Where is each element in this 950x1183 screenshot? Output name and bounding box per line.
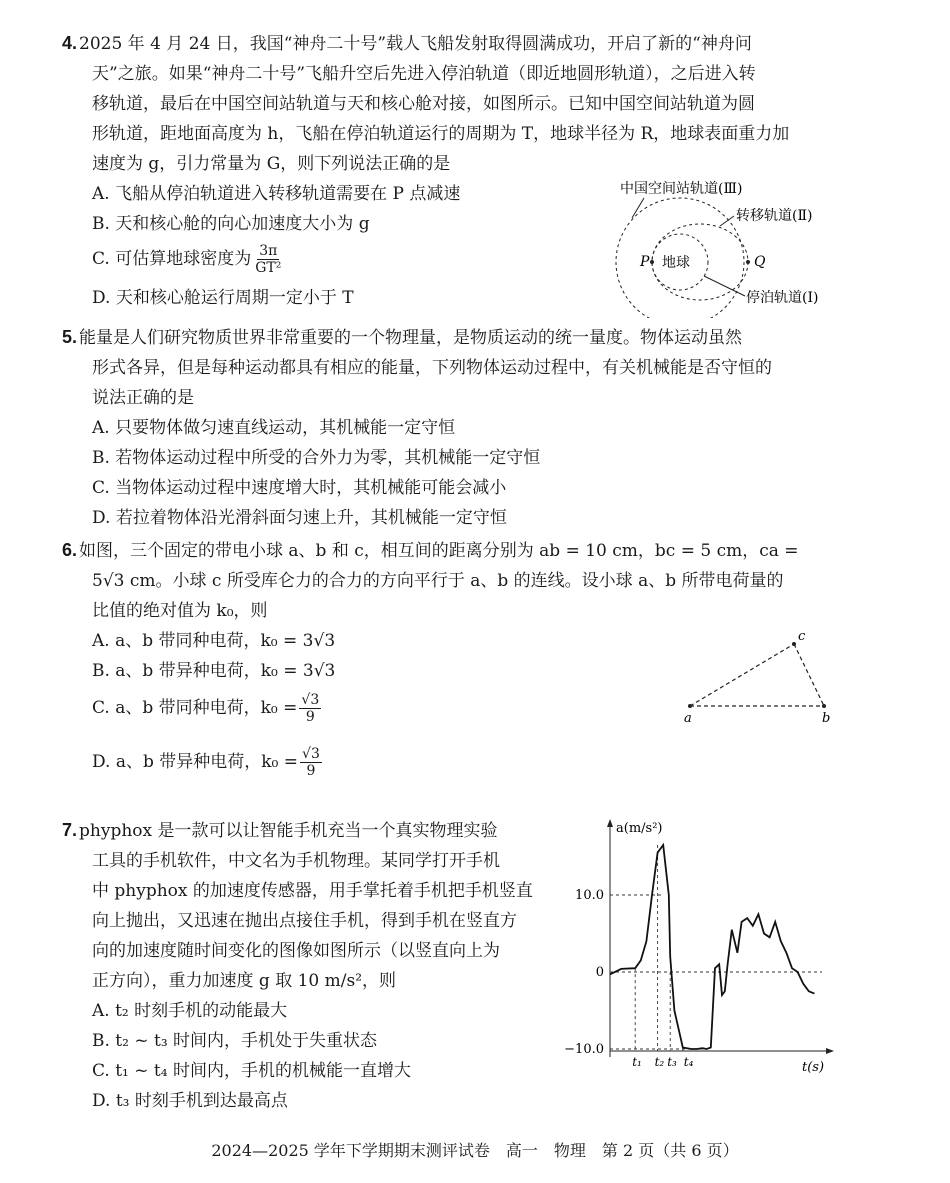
acceleration-chart xyxy=(560,815,840,1080)
label-transfer-orbit: 转移轨道(Ⅱ) xyxy=(736,208,813,224)
q7-option-d: D. t₃ 时刻手机到达最高点 xyxy=(92,1091,288,1111)
q7-option-a: A. t₂ 时刻手机的动能最大 xyxy=(92,1001,288,1021)
q7-line-5: 向的加速度随时间变化的图像如图所示（以竖直向上为 xyxy=(92,941,500,961)
label-earth: 地球 xyxy=(662,255,690,271)
q7-number: 7. xyxy=(62,820,78,840)
q6-option-b: B. a、b 带异种电荷，k₀ = 3√3 xyxy=(92,661,336,681)
label-a: a xyxy=(684,711,692,726)
label-station-orbit: 中国空间站轨道(Ⅲ) xyxy=(620,181,743,197)
q4-option-c-fraction: $\frac{3\pi}{\text{GT²}}$ xyxy=(255,243,282,276)
y-tick-label: 0 xyxy=(595,965,604,980)
side-bc xyxy=(794,644,824,706)
q4-option-a: A. 飞船从停泊轨道进入转移轨道需要在 P 点减速 xyxy=(92,184,461,204)
q6-option-d-fraction: $\frac{√3}{9}$ xyxy=(302,746,320,779)
q5-option-d: D. 若拉着物体沿光滑斜面匀速上升，其机械能一定守恒 xyxy=(92,508,507,528)
page-footer: 2024—2025 学年下学期期末测评试卷 高一 物理 第 2 页（共 6 页） xyxy=(211,1141,739,1160)
q4-option-c: C. 可估算地球密度为 $\frac{3\pi}{\text{GT²}}$ xyxy=(92,243,282,276)
q6-option-c-fraction: $\frac{√3}{9}$ xyxy=(301,692,320,725)
y-axis-label: a(m/s²) xyxy=(616,821,663,836)
acceleration-curve xyxy=(610,845,814,1049)
y-tick-label: 10.0 xyxy=(575,888,604,903)
triangle-diagram xyxy=(676,626,836,726)
q6-option-d: D. a、b 带异种电荷，k₀ = $\frac{√3}{9}$ xyxy=(92,746,320,779)
q6-line-2: 5√3 cm。小球 c 所受库仑力的合力的方向平行于 a、b 的连线。设小球 a、b 所带电荷量的 xyxy=(92,571,784,591)
q7-line-4: 向上抛出，又迅速在抛出点接住手机，得到手机在竖直方 xyxy=(92,911,517,931)
x-marker-t2: t₂ xyxy=(654,1055,665,1069)
q6-line-3: 比值的绝对值为 k₀，则 xyxy=(92,601,268,621)
q7-line-2: 工具的手机软件，中文名为手机物理。某同学打开手机 xyxy=(92,851,500,871)
q4-line-1: 4. 2025 年 4 月 24 日，我国“神舟二十号”载人飞船发射取得圆满成功，开启了新的“神舟问 xyxy=(62,33,752,54)
y-axis-arrow xyxy=(607,819,613,827)
y-tick-label: −10.0 xyxy=(564,1042,604,1057)
q7-option-b: B. t₂ ~ t₃ 时间内，手机处于失重状态 xyxy=(92,1031,378,1051)
x-axis-arrow xyxy=(826,1048,834,1054)
q5-line-2: 形式各异，但是每种运动都具有相应的能量，下列物体运动过程中，有关机械能是否守恒的 xyxy=(92,358,772,378)
chart-ticks xyxy=(564,888,693,1069)
q5-option-c: C. 当物体运动过程中速度增大时，其机械能可能会减小 xyxy=(92,478,507,498)
x-axis-label: t(s) xyxy=(802,1060,825,1075)
q6-number: 6. xyxy=(62,540,78,560)
q7-option-c: C. t₁ ~ t₄ 时间内，手机的机械能一直增大 xyxy=(92,1061,411,1081)
q7-line-3: 中 phyphox 的加速度传感器，用手掌托着手机把手机竖直 xyxy=(92,881,533,901)
q4-line-3: 移轨道，最后在中国空间站轨道与天和核心舱对接，如图所示。已知中国空间站轨道为圆 xyxy=(92,94,755,114)
chart-guides xyxy=(610,845,822,1051)
question-5 xyxy=(62,322,834,533)
q5-option-a: A. 只要物体做匀速直线运动，其机械能一定守恒 xyxy=(92,418,456,438)
question-7 xyxy=(62,815,582,1116)
label-c: c xyxy=(798,629,806,644)
ball-c xyxy=(792,642,796,646)
q4-number: 4. xyxy=(62,33,78,53)
label-q: Q xyxy=(754,254,766,270)
q4-line-5: 速度为 g，引力常量为 G，则下列说法正确的是 xyxy=(92,154,451,174)
pointer-station xyxy=(632,198,644,218)
side-ac xyxy=(690,644,794,706)
q5-option-b: B. 若物体运动过程中所受的合外力为零，其机械能一定守恒 xyxy=(92,448,541,468)
ball-a xyxy=(688,704,692,708)
point-q xyxy=(746,260,750,264)
point-p xyxy=(650,260,654,264)
q5-number: 5. xyxy=(62,327,78,347)
label-p: P xyxy=(640,254,650,270)
label-parking-orbit: 停泊轨道(Ⅰ) xyxy=(746,290,819,306)
q4-option-b: B. 天和核心舱的向心加速度大小为 g xyxy=(92,214,370,234)
q7-line-1: 7. phyphox 是一款可以让智能手机充当一个真实物理实验 xyxy=(62,820,498,841)
label-b: b xyxy=(822,711,831,726)
ball-b xyxy=(822,704,826,708)
q6-option-c: C. a、b 带同种电荷，k₀ = $\frac{√3}{9}$ xyxy=(92,692,320,725)
x-marker-t3: t₃ xyxy=(667,1055,677,1069)
q5-line-1: 5. 能量是人们研究物质世界非常重要的一个物理量，是物质运动的统一量度。物体运动虽然 xyxy=(62,327,743,348)
orbit-diagram xyxy=(600,178,840,318)
q4-line-2: 天”之旅。如果“神舟二十号”飞船升空后先进入停泊轨道（即近地圆形轨道），之后进入转 xyxy=(92,64,756,84)
q6-option-a: A. a、b 带同种电荷，k₀ = 3√3 xyxy=(92,631,336,651)
q7-line-6: 正方向），重力加速度 g 取 10 m/s²，则 xyxy=(92,971,397,991)
x-marker-t4: t₄ xyxy=(683,1055,694,1069)
x-marker-t1: t₁ xyxy=(632,1055,642,1069)
q6-line-1: 6. 如图，三个固定的带电小球 a、b 和 c，相互间的距离分别为 ab = 10 cm，bc = 5 cm，ca = xyxy=(62,540,799,561)
q4-option-d: D. 天和核心舱运行周期一定小于 T xyxy=(92,288,354,308)
q5-line-3: 说法正确的是 xyxy=(92,388,194,408)
q4-line-4: 形轨道，距地面高度为 h，飞船在停泊轨道运行的周期为 T，地球半径为 R，地球表面重力加 xyxy=(92,124,790,144)
